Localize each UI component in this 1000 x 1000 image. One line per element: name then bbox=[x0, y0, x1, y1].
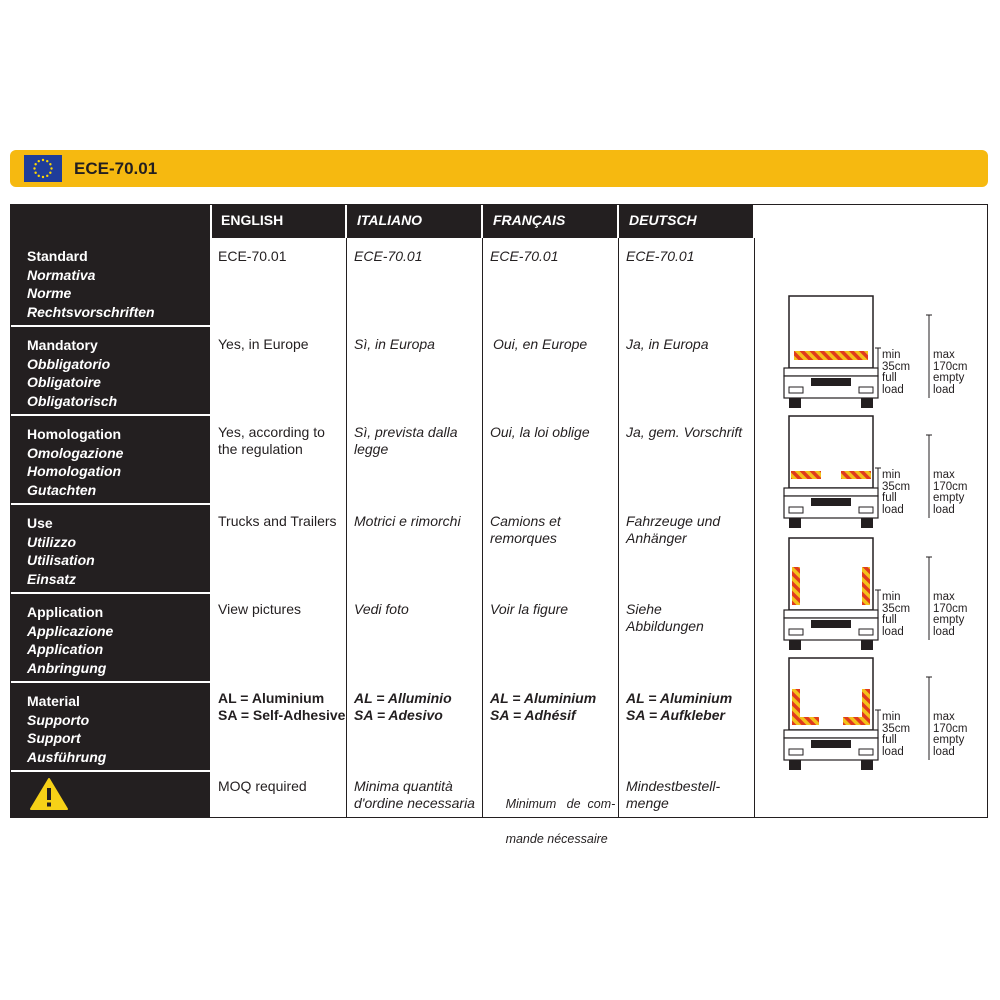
dim-line: load bbox=[882, 745, 904, 758]
row-label-mandatory bbox=[11, 327, 210, 416]
dim-line: load bbox=[933, 745, 955, 758]
dim-line: max bbox=[933, 469, 955, 481]
dim-line: min bbox=[882, 591, 901, 603]
dim-line: empty bbox=[933, 734, 965, 746]
cell-homologation-en bbox=[218, 424, 325, 458]
dim-line: 170cm bbox=[933, 722, 968, 735]
truck-picture-4 bbox=[781, 655, 981, 773]
truck-picture-1 bbox=[781, 293, 981, 411]
dim-line: max bbox=[933, 711, 955, 723]
dim-line: full bbox=[882, 492, 897, 504]
min-height-label bbox=[882, 592, 910, 638]
line: SA = Self-Adhesive bbox=[218, 707, 346, 723]
dim-line: 35cm bbox=[882, 602, 911, 615]
max-height-label bbox=[933, 470, 968, 516]
dim-line: 170cm bbox=[933, 360, 968, 373]
label-en: Material bbox=[27, 693, 80, 709]
line: remorques bbox=[490, 530, 557, 546]
cell-moq-fr bbox=[490, 778, 615, 865]
line: mande nécessaire bbox=[505, 832, 608, 846]
dim-line: empty bbox=[933, 372, 965, 384]
line: Mindestbestell- bbox=[626, 778, 721, 794]
line: SA = Adesivo bbox=[354, 707, 443, 723]
line: Sì, prevista dalla bbox=[354, 424, 458, 440]
label-it: Obbligatorio bbox=[27, 355, 111, 372]
dim-line: 35cm bbox=[882, 480, 911, 493]
eu-flag-icon bbox=[24, 155, 62, 182]
max-height-label bbox=[933, 712, 968, 758]
dim-line: 35cm bbox=[882, 722, 911, 735]
label-it: Supporto bbox=[27, 711, 90, 728]
spec-table bbox=[10, 204, 988, 846]
truck-picture-3 bbox=[781, 535, 981, 653]
column-header-deutsch: DEUTSCH bbox=[629, 212, 697, 228]
label-de: Gutachten bbox=[27, 481, 97, 498]
max-height-label bbox=[933, 592, 968, 638]
line: Yes, according to bbox=[218, 424, 325, 440]
label-de: Anbringung bbox=[27, 659, 107, 676]
cell-use-fr bbox=[490, 513, 561, 547]
dim-line: load bbox=[882, 503, 904, 516]
cell-application-fr: Voir la figure bbox=[490, 601, 569, 617]
label-en: Use bbox=[27, 515, 53, 531]
cell-standard-de: ECE-70.01 bbox=[626, 248, 695, 264]
line: AL = Alluminio bbox=[354, 690, 452, 706]
dim-line: load bbox=[933, 625, 955, 638]
max-height-label bbox=[933, 350, 968, 396]
line: AL = Aluminium bbox=[626, 690, 733, 706]
cell-material-fr bbox=[490, 690, 596, 724]
dim-line: min bbox=[882, 711, 901, 723]
line: the regulation bbox=[218, 441, 303, 457]
cell-application-en: View pictures bbox=[218, 601, 302, 617]
label-fr: Application bbox=[27, 641, 104, 657]
cell-use-en: Trucks and Trailers bbox=[218, 513, 337, 529]
line: menge bbox=[626, 795, 669, 811]
warning-icon bbox=[29, 777, 69, 816]
label-de: Rechtsvorschriften bbox=[27, 303, 155, 320]
cell-material-en bbox=[218, 690, 345, 724]
line: legge bbox=[354, 441, 389, 457]
label-de: Ausführung bbox=[27, 748, 107, 765]
dim-line: max bbox=[933, 591, 955, 603]
banner-title: ECE-70.01 bbox=[74, 159, 158, 178]
cell-mandatory-fr: Oui, en Europe bbox=[493, 336, 588, 352]
line: Minima quantità bbox=[354, 778, 453, 794]
dim-line: 170cm bbox=[933, 480, 968, 493]
line: Siehe bbox=[626, 601, 662, 617]
line: d'ordine necessaria bbox=[354, 795, 475, 811]
dim-line: max bbox=[933, 349, 955, 361]
cell-mandatory-en: Yes, in Europe bbox=[218, 336, 309, 352]
line: Anhänger bbox=[626, 530, 687, 546]
cell-standard-fr: ECE-70.01 bbox=[490, 248, 559, 264]
truck-picture-2 bbox=[781, 413, 981, 531]
cell-material-it bbox=[354, 690, 452, 724]
cell-standard-en: ECE-70.01 bbox=[218, 248, 287, 264]
dim-line: empty bbox=[933, 614, 965, 626]
label-fr: Support bbox=[27, 730, 81, 746]
row-label-material bbox=[11, 683, 210, 772]
line: AL = Aluminium bbox=[218, 690, 325, 706]
cell-homologation-it bbox=[354, 424, 458, 458]
cell-moq-en: MOQ required bbox=[218, 778, 307, 794]
cell-use-de bbox=[626, 513, 720, 547]
label-en: Standard bbox=[27, 248, 88, 264]
cell-application-it: Vedi foto bbox=[354, 601, 409, 617]
cell-moq-it bbox=[354, 778, 475, 812]
cell-mandatory-de: Ja, in Europa bbox=[626, 336, 709, 352]
row-label-homologation bbox=[11, 416, 210, 505]
label-it: Applicazione bbox=[27, 622, 114, 639]
line: SA = Aufkleber bbox=[626, 707, 725, 723]
min-height-label bbox=[882, 712, 910, 758]
line: Abbildungen bbox=[626, 618, 704, 634]
label-de: Einsatz bbox=[27, 570, 77, 587]
dim-line: full bbox=[882, 372, 897, 384]
row-label-use bbox=[11, 505, 210, 594]
row-label-application bbox=[11, 594, 210, 683]
column-header-italiano: ITALIANO bbox=[357, 212, 423, 228]
cell-material-de bbox=[626, 690, 732, 724]
title-banner bbox=[10, 150, 988, 187]
dim-line: 35cm bbox=[882, 360, 911, 373]
label-de: Obligatorisch bbox=[27, 392, 118, 409]
line: SA = Adhésif bbox=[490, 707, 576, 723]
row-labels bbox=[11, 238, 210, 818]
dim-line: full bbox=[882, 614, 897, 626]
label-fr: Obligatoire bbox=[27, 374, 101, 390]
label-en: Application bbox=[27, 604, 104, 620]
label-en: Homologation bbox=[27, 426, 122, 442]
dim-line: full bbox=[882, 734, 897, 746]
dim-line: min bbox=[882, 349, 901, 361]
label-it: Normativa bbox=[27, 266, 96, 283]
line: Minimum de com- bbox=[505, 797, 616, 811]
line: Fahrzeuge und bbox=[626, 513, 721, 529]
label-fr: Utilisation bbox=[27, 552, 95, 568]
min-height-label bbox=[882, 470, 910, 516]
column-header-francais: FRANÇAIS bbox=[493, 212, 566, 228]
dim-line: 170cm bbox=[933, 602, 968, 615]
table-header bbox=[11, 205, 755, 238]
dim-line: load bbox=[882, 625, 904, 638]
dim-line: min bbox=[882, 469, 901, 481]
row-label-standard bbox=[11, 238, 210, 327]
line: AL = Aluminium bbox=[490, 690, 597, 706]
cell-application-de bbox=[626, 601, 704, 635]
column-header-english: ENGLISH bbox=[221, 212, 284, 228]
min-height-label bbox=[882, 350, 910, 396]
cell-moq-de bbox=[626, 778, 720, 812]
cell-use-it: Motrici e rimorchi bbox=[354, 513, 461, 529]
dim-line: empty bbox=[933, 492, 965, 504]
dim-line: load bbox=[933, 383, 955, 396]
label-fr: Homologation bbox=[27, 463, 122, 479]
dim-line: load bbox=[882, 383, 904, 396]
label-it: Utilizzo bbox=[27, 533, 76, 550]
label-fr: Norme bbox=[27, 285, 72, 301]
cell-homologation-de: Ja, gem. Vorschrift bbox=[626, 424, 743, 440]
label-en: Mandatory bbox=[27, 337, 98, 353]
line: Camions et bbox=[490, 513, 561, 529]
cell-homologation-fr: Oui, la loi oblige bbox=[490, 424, 590, 440]
dim-line: load bbox=[933, 503, 955, 516]
cell-standard-it: ECE-70.01 bbox=[354, 248, 423, 264]
cell-mandatory-it: Sì, in Europa bbox=[354, 336, 435, 352]
label-it: Omologazione bbox=[27, 444, 124, 461]
